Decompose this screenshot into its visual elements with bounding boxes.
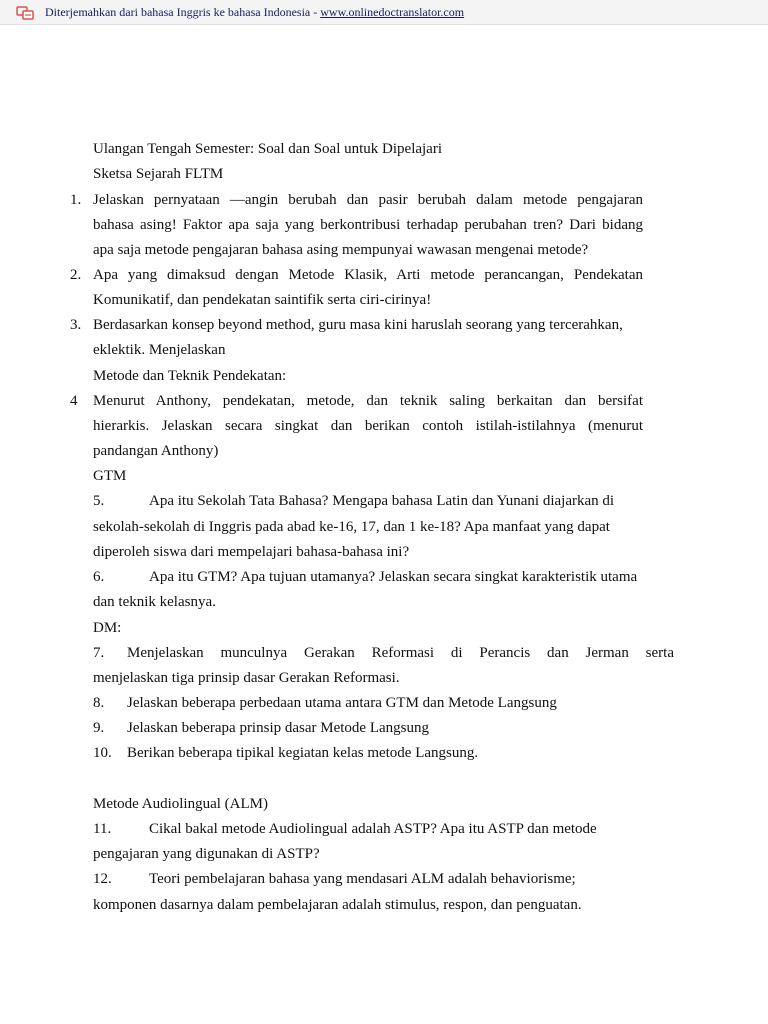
question-line: apa saja metode pengajaran bahasa asing mempunyai wawasan mengenai metode? xyxy=(93,242,589,258)
question-line: sekolah-sekolah di Inggris pada abad ke-16, 17, dan 1 ke-18? Apa manfaat yang dapat xyxy=(93,519,610,535)
doc-title: Ulangan Tengah Semester: Soal dan Soal untuk Dipelajari xyxy=(93,141,443,157)
question-number: 11. xyxy=(93,821,112,837)
question-line: Berikan beberapa tipikal kegiatan kelas metode Langsung. xyxy=(127,745,479,761)
section-heading: Sketsa Sejarah FLTM xyxy=(93,166,224,182)
question-line: komponen dasarnya dalam pembelajaran adalah stimulus, respon, dan penguatan. xyxy=(93,897,582,913)
question-number: 3. xyxy=(70,317,82,333)
question-line: hierarkis. Jelaskan secara singkat dan berikan contoh istilah-istilahnya (menurut xyxy=(93,418,643,434)
translation-banner xyxy=(0,0,768,25)
question-line: Cikal bakal metode Audiolingual adalah ASTP? Apa itu ASTP dan metode xyxy=(149,821,597,837)
question-line: Jelaskan beberapa perbedaan utama antara GTM dan Metode Langsung xyxy=(127,695,557,711)
question-number: 8. xyxy=(93,695,105,711)
banner-text: Diterjemahkan dari bahasa Inggris ke bahasa Indonesia - www.onlinedoctranslator.com xyxy=(45,5,465,19)
question-number: 10. xyxy=(93,745,112,761)
question-line: dan teknik kelasnya. xyxy=(93,594,216,610)
question-number: 7. xyxy=(93,645,105,661)
translate-icon xyxy=(16,4,34,18)
question-line: diperoleh siswa dari mempelajari bahasa-bahasa ini? xyxy=(93,544,410,560)
question-line: pengajaran yang digunakan di ASTP? xyxy=(93,846,320,862)
question-line: Teori pembelajaran bahasa yang mendasari ALM adalah behaviorisme; xyxy=(149,871,576,887)
question-line: Berdasarkan konsep beyond method, guru masa kini haruslah seorang yang tercerahkan, xyxy=(93,317,623,333)
question-number: 4 xyxy=(70,393,78,409)
question-number: 12. xyxy=(93,871,112,887)
question-line: eklektik. Menjelaskan xyxy=(93,342,226,358)
question-line: Jelaskan pernyataan —angin berubah dan pasir berubah dalam metode pengajaran xyxy=(93,192,643,208)
question-number: 6. xyxy=(93,569,105,585)
question-number: 9. xyxy=(93,720,105,736)
question-line: Apa itu Sekolah Tata Bahasa? Mengapa bahasa Latin dan Yunani diajarkan di xyxy=(149,493,615,509)
question-line: Menjelaskan munculnya Gerakan Reformasi di Perancis dan Jerman serta xyxy=(127,645,674,661)
question-line: pandangan Anthony) xyxy=(93,443,219,459)
translator-link[interactable]: www.onlinedoctranslator.com xyxy=(320,5,465,19)
question-line: Jelaskan beberapa prinsip dasar Metode Langsung xyxy=(127,720,429,736)
question-number: 1. xyxy=(70,192,82,208)
question-line: menjelaskan tiga prinsip dasar Gerakan Reformasi. xyxy=(93,670,400,686)
section-heading: Metode dan Teknik Pendekatan: xyxy=(93,368,287,384)
section-heading: DM: xyxy=(93,620,122,636)
section-heading: Metode Audiolingual (ALM) xyxy=(93,796,268,812)
question-line: Apa yang dimaksud dengan Metode Klasik, Arti metode perancangan, Pendekatan xyxy=(93,267,643,283)
question-line: bahasa asing! Faktor apa saja yang berkontribusi terhadap perubahan tren? Dari bidang xyxy=(93,217,643,233)
question-line: Apa itu GTM? Apa tujuan utamanya? Jelaskan secara singkat karakteristik utama xyxy=(149,569,638,585)
question-line: Komunikatif, dan pendekatan saintifik serta ciri-cirinya! xyxy=(93,292,432,308)
section-heading: GTM xyxy=(93,468,127,484)
question-line: Menurut Anthony, pendekatan, metode, dan teknik saling berkaitan dan bersifat xyxy=(93,393,643,409)
question-number: 2. xyxy=(70,267,82,283)
question-number: 5. xyxy=(93,493,105,509)
